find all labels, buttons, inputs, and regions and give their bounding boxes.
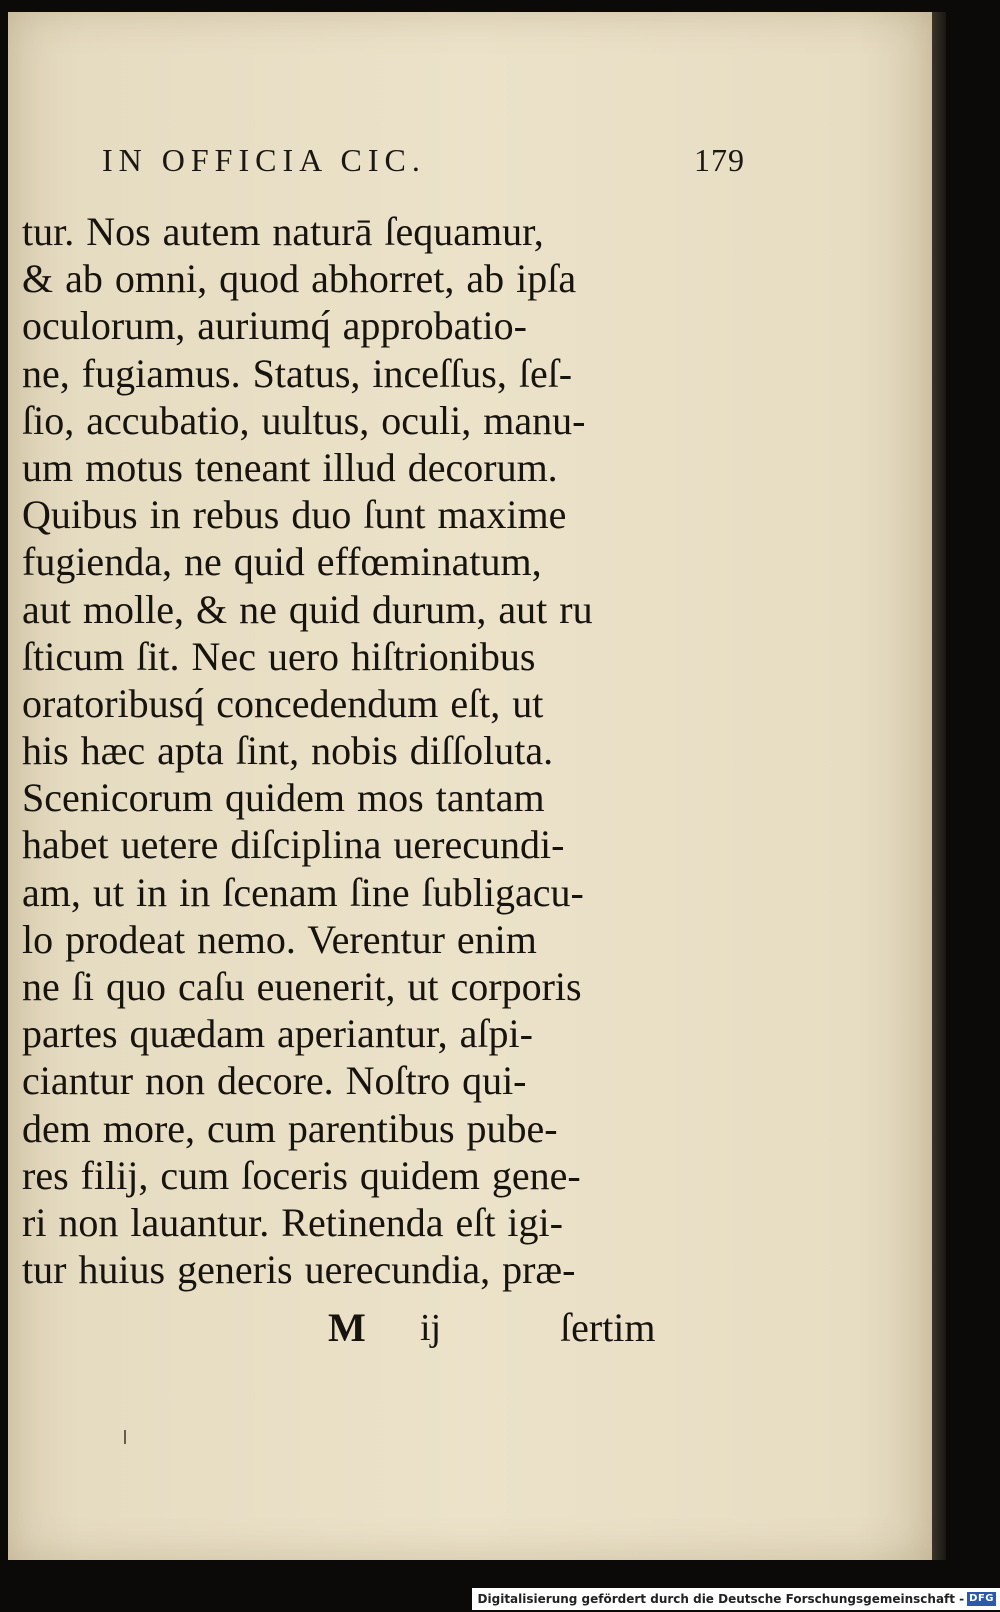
signature-mark-number: ij <box>420 1307 442 1349</box>
page-header <box>102 142 745 182</box>
text-line: ciantur non decore. Noſtro qui- <box>22 1058 527 1104</box>
page-number: 179 <box>694 142 745 178</box>
text-line: ne, fugiamus. Status, inceſſus, ſeſ- <box>22 350 573 396</box>
digitization-credit <box>472 1588 1000 1610</box>
text-line: tur. Nos autem naturā ſequamur, <box>22 209 544 254</box>
body-text <box>22 208 682 1293</box>
running-head: IN OFFICIA CIC. <box>102 142 426 178</box>
page-edge-shadow <box>932 12 946 1560</box>
book-page <box>8 12 932 1560</box>
text-line: ri non lauantur. Retinenda eſt igi- <box>22 1199 563 1245</box>
text-line: partes quædam aperiantur, aſpi- <box>22 1011 533 1057</box>
text-line: oratoribusq́ concedendum eſt, ut <box>22 680 544 726</box>
text-line: Quibus in rebus duo ſunt maxime <box>22 492 567 538</box>
text-line: lo prodeat nemo. Verentur enim <box>22 916 537 962</box>
text-line: dem more, cum parentibus pube- <box>22 1105 558 1151</box>
text-line: ne ſi quo caſu euenerit, ut corporis <box>22 964 582 1009</box>
text-line: um motus teneant illud decorum. <box>22 444 558 490</box>
page-footer <box>328 1304 678 1352</box>
credit-text: Digitalisierung gefördert durch die Deutsche Forschungsgemeinschaft - <box>477 1592 965 1606</box>
text-line: habet uetere diſciplina uerecundi- <box>22 822 565 868</box>
text-line: & ab omni, quod abhorret, ab ipſa <box>22 256 577 302</box>
signature-mark-letter: M <box>328 1305 366 1350</box>
text-line: oculorum, auriumq́ approbatio- <box>22 303 527 349</box>
catchword: ſertim <box>560 1305 656 1350</box>
text-line: res filij, cum ſoceris quidem gene- <box>22 1152 581 1198</box>
text-line: fugienda, ne quid effœminatum, <box>22 539 542 585</box>
text-line: Scenicorum quidem mos tantam <box>22 775 545 821</box>
text-line: his hæc apta ſint, nobis diſſoluta. <box>22 728 554 774</box>
text-line: ſio, accubatio, uultus, oculi, manu- <box>22 397 586 443</box>
text-line: tur huius generis uerecundia, præ- <box>22 1247 576 1293</box>
text-line: am, ut in in ſcenam ſine ſubligacu- <box>22 869 584 915</box>
text-line: aut molle, & ne quid durum, aut ru <box>22 586 593 632</box>
ink-speck <box>124 1430 126 1444</box>
dfg-logo-icon: DFG <box>969 1593 994 1604</box>
text-line: ſticum ſit. Nec uero hiſtrionibus <box>22 633 536 679</box>
